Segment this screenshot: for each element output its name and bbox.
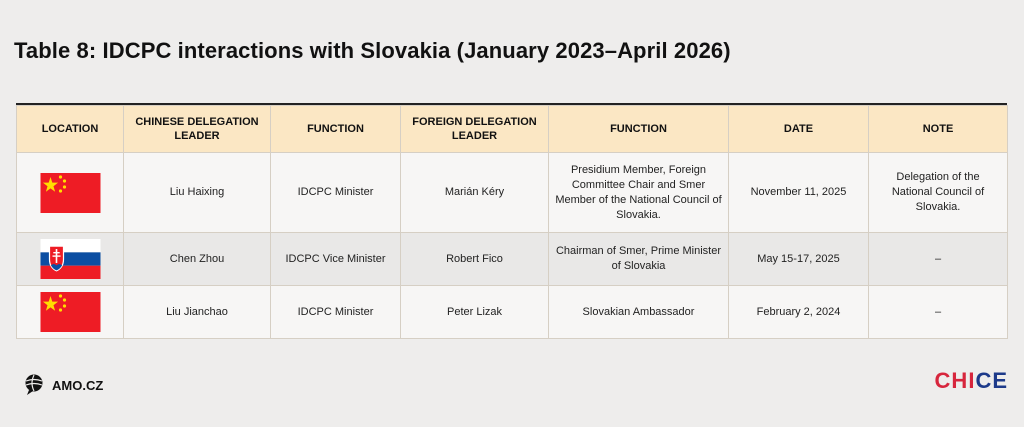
chinese-leader-cell: Liu Jianchao <box>124 286 271 339</box>
foreign-function-cell: Presidium Member, Foreign Committee Chair and Smer Member of the National Council of Slovakia. <box>549 153 729 233</box>
china-flag-icon <box>37 292 104 332</box>
header-date: DATE <box>729 106 869 153</box>
location-cell <box>17 233 124 286</box>
amo-globe-icon <box>24 374 44 396</box>
foreign-leader-cell: Peter Lizak <box>401 286 549 339</box>
choice-logo-part3: CE <box>975 368 1008 393</box>
date-cell: February 2, 2024 <box>729 286 869 339</box>
foreign-function-cell: Slovakian Ambassador <box>549 286 729 339</box>
date-cell: May 15-17, 2025 <box>729 233 869 286</box>
choice-logo[interactable] <box>935 368 1008 394</box>
amo-logo[interactable] <box>24 374 103 396</box>
header-chinese-function: FUNCTION <box>271 106 401 153</box>
header-note: NOTE <box>869 106 1008 153</box>
header-chinese-leader: CHINESE DELEGATION LEADER <box>124 106 271 153</box>
chinese-function-cell: IDCPC Minister <box>271 153 401 233</box>
table-header-row <box>17 106 1008 153</box>
chinese-function-cell: IDCPC Vice Minister <box>271 233 401 286</box>
header-location: LOCATION <box>17 106 124 153</box>
note-cell: – <box>869 286 1008 339</box>
date-cell: November 11, 2025 <box>729 153 869 233</box>
chinese-function-cell: IDCPC Minister <box>271 286 401 339</box>
china-flag-icon <box>37 173 104 213</box>
header-foreign-leader: FOREIGN DELEGATION LEADER <box>401 106 549 153</box>
note-cell: – <box>869 233 1008 286</box>
page-title: Table 8: IDCPC interactions with Slovakia (January 2023–April 2026) <box>14 38 731 63</box>
location-cell <box>17 286 124 339</box>
foreign-leader-cell: Robert Fico <box>401 233 549 286</box>
foreign-function-cell: Chairman of Smer, Prime Minister of Slovakia <box>549 233 729 286</box>
choice-logo-part2: I <box>968 368 976 393</box>
interactions-table-container <box>16 103 1007 339</box>
chinese-leader-cell: Chen Zhou <box>124 233 271 286</box>
table-row <box>17 233 1008 286</box>
note-cell: Delegation of the National Council of Slovakia. <box>869 153 1008 233</box>
choice-logo-part1: CH <box>934 368 969 393</box>
table-row <box>17 153 1008 233</box>
table-row <box>17 286 1008 339</box>
slovakia-flag-icon <box>37 239 104 279</box>
location-cell <box>17 153 124 233</box>
header-foreign-function: FUNCTION <box>549 106 729 153</box>
chinese-leader-cell: Liu Haixing <box>124 153 271 233</box>
interactions-table <box>16 105 1008 339</box>
foreign-leader-cell: Marián Kéry <box>401 153 549 233</box>
amo-logo-text: AMO.CZ <box>52 377 104 393</box>
